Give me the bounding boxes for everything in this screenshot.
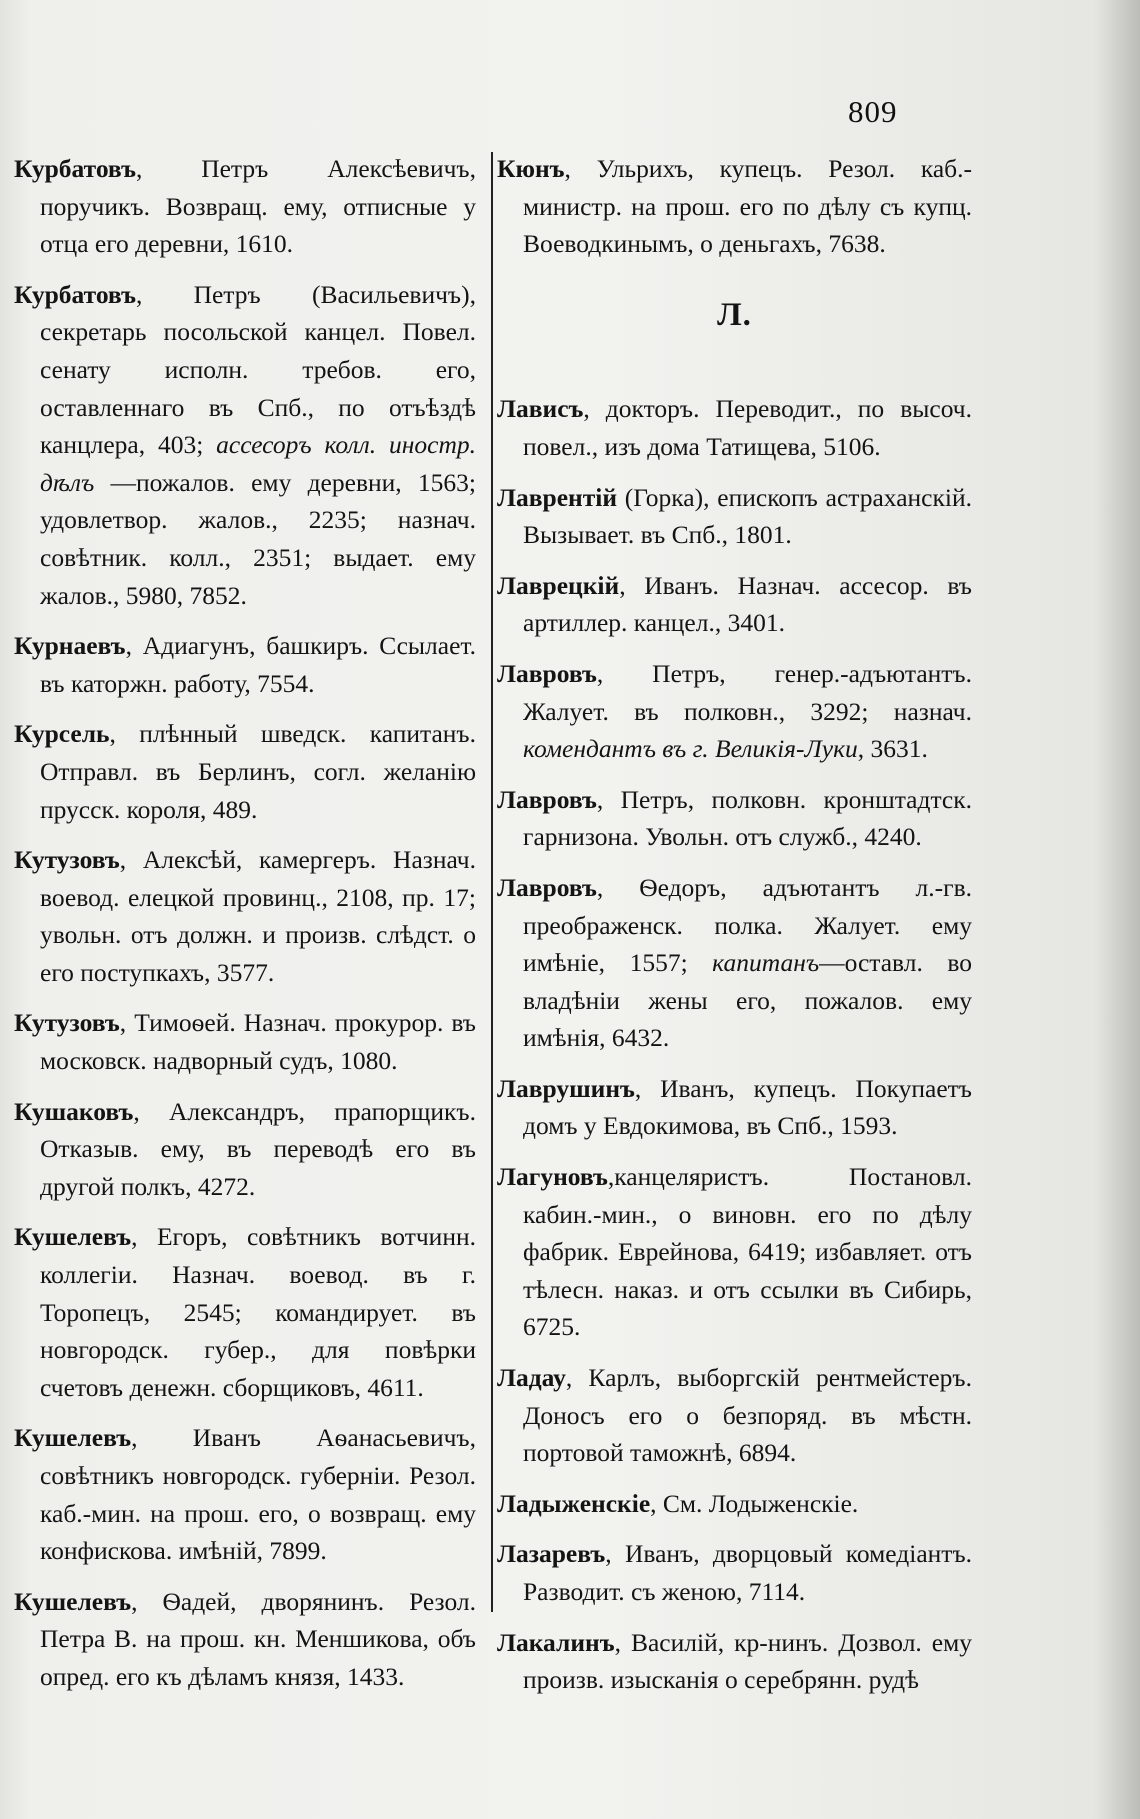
entry-text: , Иванъ Аѳанасьевичъ, совѣтникъ новгородск. губерніи. Резол. каб.-мин. на прош. его, о возвращ. ему конфискова. имѣній, 7899. bbox=[40, 1423, 476, 1566]
entry-text: , Василій, кр-нинъ. Дозвол. ему произв. изысканія о серебрянн. рудѣ bbox=[523, 1627, 972, 1695]
entry-text: , Иванъ, дворцовый комедіантъ. Разводит. съ женою, 7114. bbox=[523, 1539, 972, 1606]
entry-surname: Курсель bbox=[14, 719, 110, 749]
entry-text: , Ульрихъ, купецъ. Резол. каб.-министр. на прош. его по дѣлу съ купц. Воеводкинымъ, о деньгахъ, 7638. bbox=[523, 154, 972, 259]
index-entry bbox=[14, 715, 476, 828]
page-edge-shadow bbox=[1096, 0, 1140, 1819]
section-letter: Л. bbox=[717, 296, 752, 333]
entry-text: , Тимоѳей. Назнач. прокурор. въ московск. надворный судъ, 1080. bbox=[40, 1008, 476, 1076]
entry-text: , Иванъ. Назнач. ассесор. въ артиллер. канцел., 3401. bbox=[523, 570, 972, 638]
entry-surname: Ладыженскіе bbox=[497, 1488, 651, 1518]
entry-text: , Петръ (Васильевичъ), секретарь посольской канцел. Повел. сенату исполн. требов. его, оставленнаго въ Спб., по отъѣздѣ канцлера, 403; bbox=[40, 279, 476, 460]
entry-italic-text: капитанъ bbox=[712, 948, 820, 978]
index-entry bbox=[14, 1583, 476, 1696]
entry-surname: Лавровъ bbox=[497, 658, 597, 688]
entry-text: , 3631. bbox=[857, 734, 928, 764]
entry-italic-text: ассесоръ колл. иностр. дѣлъ bbox=[40, 430, 476, 497]
entry-text: (Горка), епископъ астраханскій. Вызывает. въ Спб., 1801. bbox=[523, 482, 972, 550]
entry-surname: Кушелевъ bbox=[14, 1222, 132, 1252]
index-entry bbox=[14, 627, 476, 702]
index-entry bbox=[497, 1359, 972, 1472]
entry-text: , Иванъ, купецъ. Покупаетъ домъ у Евдокимова, въ Спб., 1593. bbox=[523, 1073, 972, 1141]
entry-text: , докторъ. Переводит., по высоч. повел., изъ дома Татищева, 5106. bbox=[523, 394, 972, 461]
index-entry bbox=[14, 1218, 476, 1406]
entry-surname: Курнаевъ bbox=[14, 631, 126, 661]
right-column bbox=[497, 150, 972, 1712]
index-entry bbox=[14, 150, 476, 263]
entry-text: , Александръ, прапорщикъ. Отказыв. ему, въ переводѣ его въ другой полкъ, 4272. bbox=[40, 1096, 476, 1201]
entry-surname: Лависъ bbox=[497, 394, 584, 424]
entry-text: , плѣнный шведск. капитанъ. Отправл. въ Берлинъ, согл. желанію прусск. короля, 489. bbox=[40, 719, 476, 824]
index-entry bbox=[497, 869, 972, 1057]
index-entry bbox=[497, 390, 972, 465]
page-number: 809 bbox=[848, 94, 898, 129]
entry-text: , Петръ Алексѣевичъ, поручикъ. Возвращ. ему, отписные у отца его деревни, 1610. bbox=[40, 154, 476, 259]
entry-surname: Кутузовъ bbox=[14, 1008, 120, 1038]
index-entry bbox=[14, 276, 476, 614]
entry-surname: Лакалинъ bbox=[497, 1627, 615, 1657]
index-entry bbox=[497, 781, 972, 856]
entry-text: , Адиагунъ, башкиръ. Ссылает. въ каторжн. работу, 7554. bbox=[40, 631, 476, 698]
entry-surname: Лагуновъ bbox=[497, 1162, 608, 1192]
entry-text: —оставл. во владѣніи жены его, пожалов. ему имѣнія, 6432. bbox=[523, 948, 972, 1053]
entry-text: , Карлъ, выборгскій рентмейстеръ. Доносъ его о безпоряд. въ мѣстн. портовой таможнѣ, 6894. bbox=[523, 1363, 972, 1468]
index-entry bbox=[14, 1419, 476, 1569]
index-entry bbox=[497, 1070, 972, 1145]
index-entry bbox=[497, 1535, 972, 1610]
index-entry bbox=[497, 1158, 972, 1346]
left-column bbox=[14, 150, 476, 1709]
index-entry bbox=[14, 841, 476, 991]
entry-text: , Егоръ, совѣтникъ вотчинн. коллегіи. Назнач. воевод. въ г. Торопецъ, 2545; командирует. въ новгородск. губер., для повѣрки счетовъ денежн. сборщиковъ, 4611. bbox=[40, 1222, 476, 1402]
entry-italic-text: комендантъ въ г. Великія-Луки bbox=[523, 734, 858, 764]
entry-surname: Лаврушинъ bbox=[497, 1073, 635, 1103]
column-divider bbox=[491, 152, 493, 1612]
index-entry bbox=[14, 1093, 476, 1206]
entry-text: ,канцеляристъ. Постановл. кабин.-мин., о виновн. его по дѣлу фабрик. Еврейнова, 6419; избавляет. отъ тѣлесн. наказ. и отъ ссылки въ Сибирь, 6725. bbox=[523, 1162, 972, 1342]
index-entry bbox=[497, 479, 972, 554]
entry-surname: Лазаревъ bbox=[497, 1539, 606, 1569]
entry-surname: Курбатовъ bbox=[14, 154, 136, 183]
index-entry bbox=[14, 1004, 476, 1079]
index-entry bbox=[497, 1624, 972, 1699]
entry-surname: Кушелевъ bbox=[14, 1586, 132, 1616]
entry-surname: Ладау bbox=[497, 1363, 566, 1393]
entry-surname: Кушаковъ bbox=[14, 1096, 134, 1126]
entry-text: , См. Лодыженскіе. bbox=[650, 1488, 859, 1518]
index-entry bbox=[497, 655, 972, 768]
entry-text: , Петръ, генер.-адъютантъ. Жалует. въ полковн., 3292; назнач. bbox=[523, 658, 972, 726]
entry-surname: Кутузовъ bbox=[14, 845, 120, 875]
entry-surname: Лавровъ bbox=[497, 872, 597, 902]
index-entry bbox=[497, 567, 972, 642]
entry-text: , Петръ, полковн. кронштадтск. гарнизона. Увольн. отъ служб., 4240. bbox=[523, 784, 972, 852]
right-column-top-entries bbox=[497, 150, 972, 263]
right-column-entries bbox=[497, 390, 972, 1698]
entry-surname: Кюнъ bbox=[497, 154, 565, 183]
entry-surname: Кушелевъ bbox=[14, 1423, 132, 1453]
entry-text: , Алексѣй, камергеръ. Назнач. воевод. елецкой провинц., 2108, пр. 17; увольн. отъ должн. и произв. слѣдст. о его поступкахъ, 3577. bbox=[40, 845, 476, 987]
entry-text: , Ѳадей, дворянинъ. Резол. Петра В. на прош. кн. Меншикова, объ опред. его къ дѣламъ князя, 1433. bbox=[40, 1586, 476, 1691]
entry-surname: Лаврецкій bbox=[497, 570, 620, 600]
entry-surname: Курбатовъ bbox=[14, 279, 136, 309]
entry-text: , Ѳедоръ, адъютантъ л.-гв. преображенск. полка. Жалует. ему имѣніе, 1557; bbox=[523, 872, 972, 978]
entry-surname: Лавровъ bbox=[497, 784, 597, 814]
entry-text: —пожалов. ему деревни, 1563; удовлетвор. жалов., 2235; назнач. совѣтник. колл., 2351; выдает. ему жалов., 5980, 7852. bbox=[40, 467, 476, 610]
index-entry bbox=[497, 150, 972, 263]
index-entry bbox=[497, 1485, 972, 1523]
entry-surname: Лаврентій bbox=[497, 482, 618, 512]
